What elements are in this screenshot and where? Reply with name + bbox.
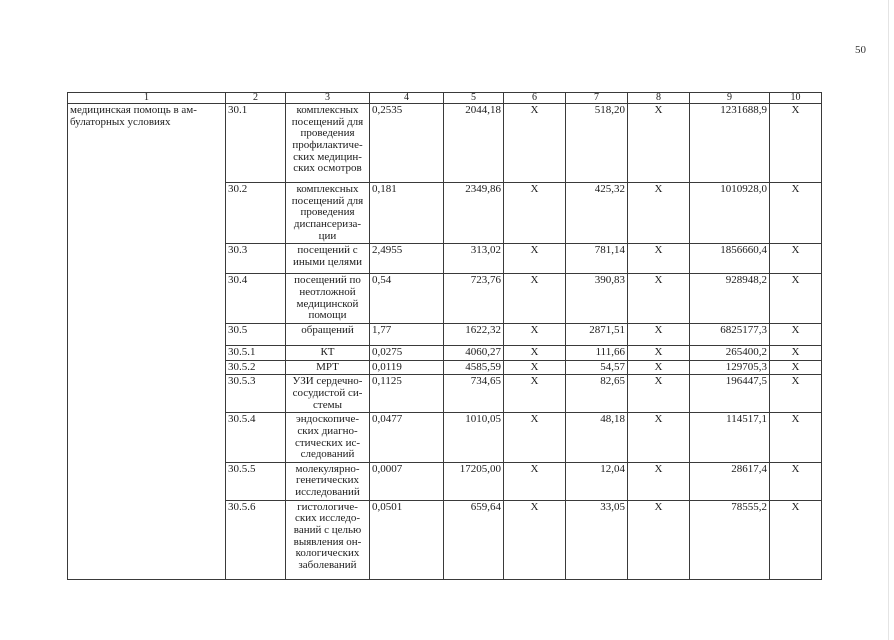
cell-c8: Х [628, 360, 690, 375]
service-name-line: обращений [301, 323, 354, 336]
service-name-line: эндоскопиче- [296, 413, 359, 426]
service-name [286, 360, 370, 375]
cell-c9: 28617,4 [690, 462, 770, 500]
header-col-7: 7 [566, 93, 628, 104]
service-name-line: следований [300, 448, 355, 461]
header-col-5: 5 [444, 93, 504, 104]
cell-c5: 2349,86 [444, 183, 504, 244]
header-col-1: 1 [68, 93, 226, 104]
service-name-line: МРТ [316, 360, 339, 373]
row-code: 30.5.4 [226, 413, 286, 463]
cell-c10: Х [770, 183, 822, 244]
cell-c7: 33,05 [566, 500, 628, 579]
cell-c5: 4585,59 [444, 360, 504, 375]
service-name [286, 244, 370, 274]
header-col-8: 8 [628, 93, 690, 104]
row-code: 30.2 [226, 183, 286, 244]
cell-c4: 0,0275 [370, 345, 444, 360]
cell-c4: 0,0501 [370, 500, 444, 579]
row-code: 30.1 [226, 104, 286, 183]
section-label-line: медицинская помощь в ам- [70, 104, 197, 116]
service-name-line: иными целями [293, 255, 362, 268]
cell-c10: Х [770, 104, 822, 183]
row-code: 30.5.6 [226, 500, 286, 579]
service-name-line: медицинской [296, 297, 359, 310]
cell-c8: Х [628, 323, 690, 345]
service-name-line: комплексных [296, 183, 359, 195]
service-name-line: ции [318, 229, 337, 242]
header-col-10: 10 [770, 93, 822, 104]
cell-c8: Х [628, 375, 690, 413]
cell-c9: 928948,2 [690, 274, 770, 324]
cell-c5: 313,02 [444, 244, 504, 274]
cell-c4: 0,0477 [370, 413, 444, 463]
cell-c10: Х [770, 413, 822, 463]
cell-c9: 114517,1 [690, 413, 770, 463]
service-name-line: УЗИ сердечно- [292, 375, 363, 388]
row-code: 30.3 [226, 244, 286, 274]
cell-c6: Х [504, 462, 566, 500]
service-name-line: генетических [295, 474, 359, 487]
cell-c8: Х [628, 345, 690, 360]
cell-c9: 6825177,3 [690, 323, 770, 345]
cell-c4: 0,1125 [370, 375, 444, 413]
service-name-line: исследований [295, 486, 360, 499]
row-code: 30.5 [226, 323, 286, 345]
cell-c9: 196447,5 [690, 375, 770, 413]
cell-c7: 111,66 [566, 345, 628, 360]
header-col-9: 9 [690, 93, 770, 104]
header-col-4: 4 [370, 93, 444, 104]
service-name-line: заболеваний [298, 559, 357, 572]
page-number: 50 [855, 44, 866, 56]
header-col-3: 3 [286, 93, 370, 104]
service-name-line: ских осмотров [293, 162, 362, 175]
cell-c5: 1622,32 [444, 323, 504, 345]
cell-c10: Х [770, 244, 822, 274]
service-name-line: стемы [313, 398, 342, 411]
cell-c6: Х [504, 375, 566, 413]
service-name [286, 413, 370, 463]
cell-c7: 82,65 [566, 375, 628, 413]
cell-c9: 1010928,0 [690, 183, 770, 244]
cell-c7: 518,20 [566, 104, 628, 183]
cell-c10: Х [770, 500, 822, 579]
cell-c7: 54,57 [566, 360, 628, 375]
cell-c6: Х [504, 413, 566, 463]
cell-c5: 17205,00 [444, 462, 504, 500]
service-name [286, 104, 370, 183]
service-name [286, 345, 370, 360]
service-name-line: проведения [300, 206, 355, 219]
table-body [68, 93, 822, 580]
service-name-line: ских исследо- [294, 512, 360, 525]
cell-c6: Х [504, 244, 566, 274]
row-code: 30.5.3 [226, 375, 286, 413]
cell-c7: 781,14 [566, 244, 628, 274]
cell-c7: 2871,51 [566, 323, 628, 345]
cell-c4: 2,4955 [370, 244, 444, 274]
service-name-line: молекулярно- [295, 462, 360, 475]
header-col-6: 6 [504, 93, 566, 104]
service-name-line: неотложной [299, 285, 356, 298]
cell-c7: 12,04 [566, 462, 628, 500]
cell-c4: 0,0119 [370, 360, 444, 375]
cell-c9: 1856660,4 [690, 244, 770, 274]
cell-c4: 0,181 [370, 183, 444, 244]
service-name-line: помощи [308, 309, 347, 322]
row-code: 30.4 [226, 274, 286, 324]
service-name-line: гистологиче- [297, 500, 358, 513]
cell-c6: Х [504, 183, 566, 244]
cell-c6: Х [504, 345, 566, 360]
service-name-line: посещений для [291, 194, 364, 207]
cell-c4: 0,54 [370, 274, 444, 324]
service-name-line: ских медицин- [293, 150, 362, 163]
cell-c5: 2044,18 [444, 104, 504, 183]
service-name-line: диспансериза- [293, 217, 362, 230]
cell-c6: Х [504, 274, 566, 324]
cell-c8: Х [628, 183, 690, 244]
cell-c8: Х [628, 500, 690, 579]
service-name-line: КТ [320, 345, 335, 358]
cell-c10: Х [770, 345, 822, 360]
cell-c5: 734,65 [444, 375, 504, 413]
header-row [68, 93, 822, 104]
service-name-line: ваний с целью [293, 524, 362, 537]
service-name-line: выявления он- [293, 535, 362, 548]
service-name [286, 462, 370, 500]
cell-c7: 425,32 [566, 183, 628, 244]
service-name-line: посещений с [297, 244, 358, 257]
cell-c8: Х [628, 274, 690, 324]
row-code: 30.5.1 [226, 345, 286, 360]
service-name-line: комплексных [296, 104, 359, 116]
cell-c10: Х [770, 360, 822, 375]
service-name-line: стических ис- [294, 436, 361, 449]
table-row [68, 104, 822, 183]
cell-c9: 129705,3 [690, 360, 770, 375]
section-label-line: булаторных условиях [70, 115, 171, 128]
cell-c10: Х [770, 375, 822, 413]
cell-c5: 4060,27 [444, 345, 504, 360]
cell-c6: Х [504, 500, 566, 579]
service-name-line: проведения [300, 127, 355, 140]
cell-c6: Х [504, 104, 566, 183]
cell-c6: Х [504, 323, 566, 345]
section-label [68, 104, 226, 580]
cell-c8: Х [628, 104, 690, 183]
cell-c9: 1231688,9 [690, 104, 770, 183]
page-edge [888, 0, 889, 640]
service-name-line: посещений по [294, 274, 361, 287]
service-name [286, 274, 370, 324]
cell-c10: Х [770, 462, 822, 500]
cell-c10: Х [770, 323, 822, 345]
cell-c8: Х [628, 244, 690, 274]
service-name-line: ских диагно- [297, 424, 358, 437]
cell-c8: Х [628, 413, 690, 463]
row-code: 30.5.2 [226, 360, 286, 375]
service-name-line: кологических [295, 547, 360, 560]
cell-c5: 1010,05 [444, 413, 504, 463]
cell-c4: 1,77 [370, 323, 444, 345]
service-name [286, 375, 370, 413]
cell-c5: 659,64 [444, 500, 504, 579]
cell-c10: Х [770, 274, 822, 324]
row-code: 30.5.5 [226, 462, 286, 500]
cell-c7: 48,18 [566, 413, 628, 463]
service-name-line: сосудистой си- [292, 386, 363, 399]
service-name-line: профилактиче- [292, 138, 363, 151]
service-name [286, 500, 370, 579]
service-name-line: посещений для [291, 115, 364, 128]
service-name [286, 323, 370, 345]
services-table [67, 92, 822, 580]
cell-c8: Х [628, 462, 690, 500]
cell-c6: Х [504, 360, 566, 375]
cell-c4: 0,2535 [370, 104, 444, 183]
header-col-2: 2 [226, 93, 286, 104]
cell-c4: 0,0007 [370, 462, 444, 500]
service-name [286, 183, 370, 244]
cell-c9: 265400,2 [690, 345, 770, 360]
cell-c7: 390,83 [566, 274, 628, 324]
cell-c5: 723,76 [444, 274, 504, 324]
cell-c9: 78555,2 [690, 500, 770, 579]
